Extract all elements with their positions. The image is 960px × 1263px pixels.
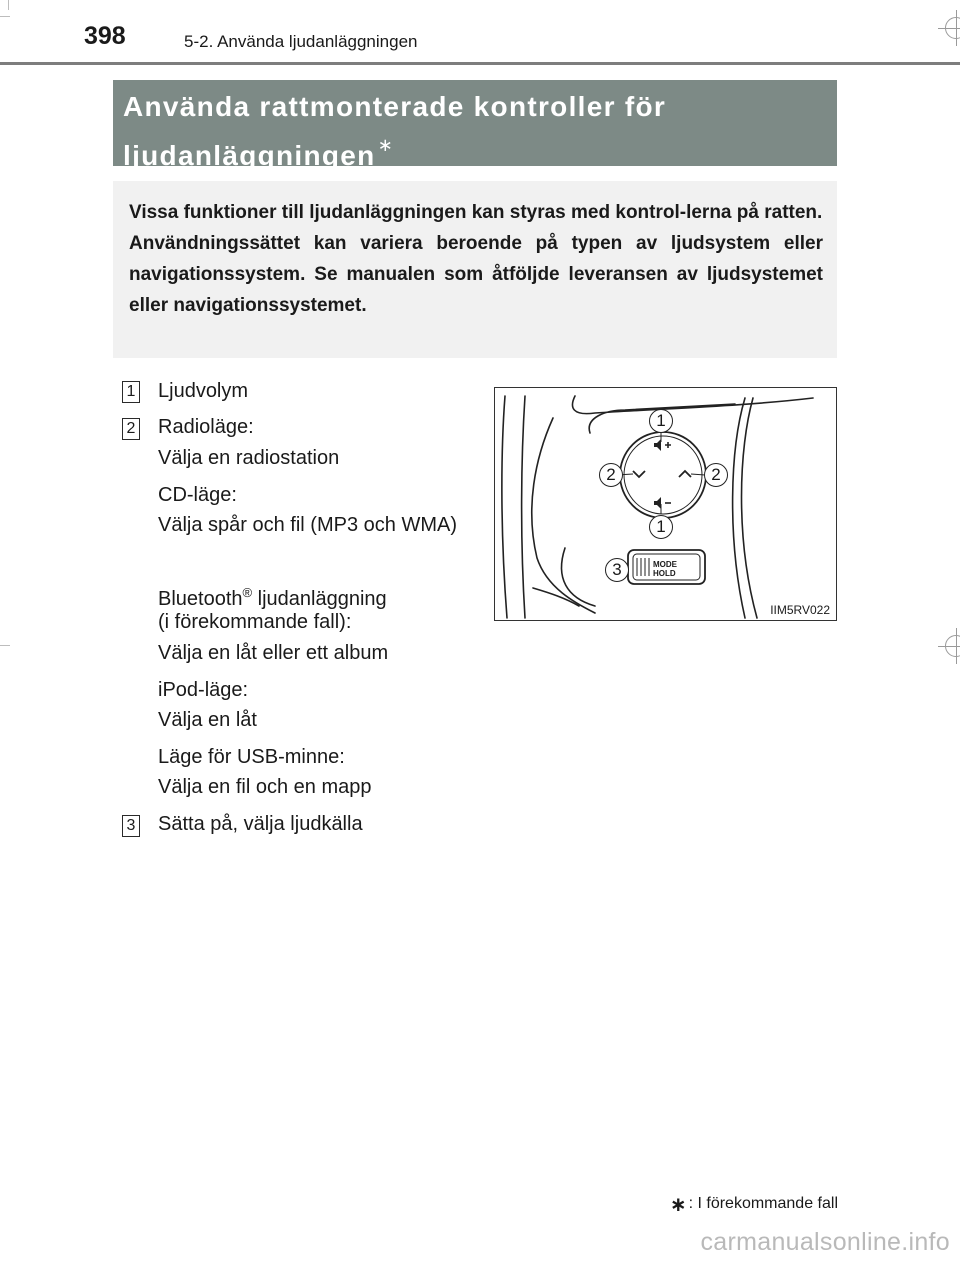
section-title-bar	[113, 80, 837, 171]
item-text: Välja en fil och en mapp	[158, 776, 372, 798]
bluetooth-rest: ljudanläggning	[252, 588, 387, 610]
item-text: CD-läge:	[158, 484, 237, 506]
figure-code: IIM5RV022	[770, 603, 830, 617]
footnote	[670, 1192, 838, 1217]
hold-button-label: HOLD	[653, 569, 676, 578]
page-number: 398	[84, 22, 126, 50]
footnote-text: : I förekommande fall	[688, 1195, 838, 1212]
item-text: Välja spår och fil (MP3 och WMA)	[158, 514, 457, 536]
intro-paragraph: Användningssättet kan variera beroende på typen av ljudsystem eller navigationssystem. Se manualen som åtföljde leveransen av ljudsystemet eller navigationssystemet.	[129, 233, 823, 316]
crop-mark	[0, 645, 10, 646]
item-text: Läge för USB-minne:	[158, 746, 345, 768]
item-text: Sätta på, välja ljudkälla	[158, 813, 363, 835]
crop-mark	[8, 0, 9, 10]
item-text: Välja en låt	[158, 709, 257, 731]
bluetooth-word: Bluetooth	[158, 588, 243, 610]
footnote-asterisk: ∗	[377, 135, 394, 155]
footnote-asterisk: ∗	[669, 1194, 687, 1216]
item-text: Välja en låt eller ett album	[158, 642, 389, 664]
item-number-badge: 2	[122, 418, 140, 440]
section-title-line1: Använda rattmonterade kontroller för	[123, 91, 667, 122]
header-rule	[0, 62, 960, 65]
item-text: (i förekommande fall):	[158, 611, 352, 633]
mode-button-label: MODE	[653, 560, 677, 569]
running-head: 5-2. Använda ljudanläggningen	[184, 32, 418, 51]
watermark: carmanualsonline.info	[700, 1228, 950, 1256]
callout-number: 2	[599, 463, 623, 487]
section-title-text: ljudanläggningen	[123, 140, 376, 171]
intro-box	[113, 181, 837, 358]
callout-number: 3	[605, 558, 629, 582]
registration-mark-icon	[945, 17, 960, 39]
steering-switch-illustration	[494, 387, 837, 621]
callout-number: 2	[704, 463, 728, 487]
item-text: Välja en radiostation	[158, 447, 340, 469]
callout-number: 1	[649, 409, 673, 433]
item-number-badge: 1	[122, 381, 140, 403]
item-text: Radioläge:	[158, 416, 254, 438]
crop-mark	[0, 16, 10, 17]
intro-paragraph: Vissa funktioner till ljudanläggningen kan styras med kontrol-lerna på ratten.	[129, 202, 823, 223]
item-number-badge: 3	[122, 815, 140, 837]
registration-mark-icon	[945, 635, 960, 657]
callout-number: 1	[649, 515, 673, 539]
section-title-line2	[123, 126, 827, 175]
item-text: Ljudvolym	[158, 380, 249, 402]
registered-mark: ®	[242, 585, 253, 600]
item-text: iPod-läge:	[158, 679, 249, 701]
